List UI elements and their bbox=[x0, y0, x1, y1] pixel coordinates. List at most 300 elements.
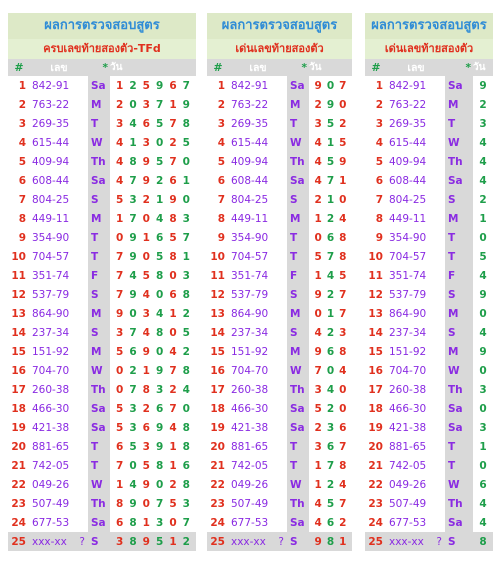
digit: 2 bbox=[182, 345, 190, 358]
table-row bbox=[207, 418, 352, 437]
row-value: 608-44 bbox=[389, 174, 427, 187]
row-digits bbox=[309, 494, 352, 513]
digit-group bbox=[110, 479, 196, 491]
row-digits bbox=[110, 361, 196, 380]
digit: 7 bbox=[326, 174, 335, 187]
table-row bbox=[8, 76, 196, 95]
digit: 3 bbox=[129, 193, 137, 206]
row-day: Sa bbox=[287, 171, 309, 190]
row-value: 421-38 bbox=[231, 421, 269, 434]
digit: 6 bbox=[169, 174, 177, 187]
row-number: 11 bbox=[11, 269, 26, 282]
row-digits bbox=[110, 342, 196, 361]
digit-group bbox=[309, 118, 352, 130]
row-number: 5 bbox=[217, 155, 225, 168]
row-number: 10 bbox=[11, 250, 26, 263]
row-value: 237-34 bbox=[32, 326, 70, 339]
digit: 2 bbox=[116, 98, 124, 111]
row-value: 615-44 bbox=[32, 136, 70, 149]
digit: 6 bbox=[326, 345, 335, 358]
row-day: W bbox=[287, 475, 309, 494]
digit: 5 bbox=[339, 136, 347, 149]
row-day: Sa bbox=[287, 513, 309, 532]
table-row bbox=[8, 247, 196, 266]
digit: 2 bbox=[326, 478, 335, 491]
digit: 3 bbox=[116, 326, 124, 339]
table-row bbox=[365, 456, 493, 475]
digit: 0 bbox=[142, 497, 150, 510]
table-row bbox=[365, 304, 493, 323]
digit: 6 bbox=[142, 117, 150, 130]
digit: 8 bbox=[182, 117, 190, 130]
row-number: 6 bbox=[18, 174, 26, 187]
digit: 9 bbox=[314, 79, 322, 92]
table-row bbox=[8, 380, 196, 399]
row-day: T bbox=[445, 228, 473, 247]
row-value bbox=[30, 532, 88, 551]
digit: 4 bbox=[314, 497, 322, 510]
table-header-row bbox=[207, 59, 352, 76]
row-value: 537-79 bbox=[32, 288, 70, 301]
row-number: 24 bbox=[11, 516, 26, 529]
row-value: 151-92 bbox=[389, 345, 427, 358]
row-digits: 8 bbox=[473, 532, 493, 551]
table-row bbox=[207, 247, 352, 266]
digit: 0 bbox=[116, 364, 124, 377]
row-number: 2 bbox=[18, 98, 26, 111]
digit-group bbox=[110, 80, 196, 92]
unknown-mark: ? bbox=[278, 535, 284, 548]
panel-tfd bbox=[8, 13, 196, 551]
row-digits bbox=[309, 171, 352, 190]
digit-group bbox=[309, 422, 352, 434]
row-day: T bbox=[287, 228, 309, 247]
table-row-pending bbox=[8, 532, 196, 551]
digit: 5 bbox=[155, 250, 164, 263]
panel-title: ผลการตรวจสอบสูตร bbox=[365, 13, 493, 39]
row-number: 24 bbox=[368, 516, 383, 529]
digit: 6 bbox=[116, 440, 124, 453]
row-digits: 4 bbox=[479, 174, 487, 187]
row-day: Sa bbox=[88, 399, 110, 418]
digit: 8 bbox=[155, 269, 164, 282]
digit: 0 bbox=[169, 269, 177, 282]
table-row bbox=[8, 437, 196, 456]
table-row bbox=[365, 475, 493, 494]
digit: 3 bbox=[142, 98, 150, 111]
row-digits bbox=[309, 76, 352, 95]
table-row bbox=[8, 152, 196, 171]
row-value: 804-25 bbox=[231, 193, 269, 206]
digit: 7 bbox=[129, 212, 137, 225]
table-row bbox=[365, 418, 493, 437]
digit: 9 bbox=[155, 440, 164, 453]
digit-group bbox=[110, 460, 196, 472]
digit: 0 bbox=[182, 402, 190, 415]
row-value: 742-05 bbox=[231, 459, 269, 472]
row-day: T bbox=[287, 456, 309, 475]
digit: 7 bbox=[169, 364, 177, 377]
digit: 2 bbox=[326, 212, 335, 225]
digit: 3 bbox=[326, 421, 335, 434]
digit-group bbox=[309, 251, 352, 263]
digit: 7 bbox=[116, 250, 124, 263]
row-value: 354-90 bbox=[231, 231, 269, 244]
row-day: M bbox=[287, 209, 309, 228]
table-row bbox=[207, 475, 352, 494]
table-row bbox=[365, 361, 493, 380]
digit: 0 bbox=[116, 231, 124, 244]
digit: 4 bbox=[142, 288, 150, 301]
digit: 6 bbox=[339, 421, 347, 434]
digit: 6 bbox=[169, 79, 177, 92]
digit: 1 bbox=[326, 193, 335, 206]
digit: 5 bbox=[169, 231, 177, 244]
digit: 9 bbox=[129, 288, 137, 301]
digit-group bbox=[309, 460, 352, 472]
digit: 2 bbox=[339, 516, 347, 529]
table-row bbox=[207, 437, 352, 456]
row-number: 10 bbox=[368, 250, 383, 263]
row-number: 24 bbox=[210, 516, 225, 529]
digit-group bbox=[309, 441, 352, 453]
row-digits: 4 bbox=[479, 326, 487, 339]
digit: 7 bbox=[169, 117, 177, 130]
row-value: 409-94 bbox=[389, 155, 427, 168]
digit: 7 bbox=[339, 497, 347, 510]
table-row bbox=[207, 399, 352, 418]
digit: 8 bbox=[169, 212, 177, 225]
table-row bbox=[365, 133, 493, 152]
row-day: T bbox=[287, 114, 309, 133]
digit: 1 bbox=[182, 174, 190, 187]
digit: 2 bbox=[142, 193, 150, 206]
panel-subtitle: เด่นเลขท้ายสองตัว bbox=[207, 39, 352, 59]
row-value: 507-49 bbox=[389, 497, 427, 510]
table-row bbox=[365, 513, 493, 532]
digit: 0 bbox=[155, 136, 164, 149]
row-number: 19 bbox=[368, 421, 383, 434]
row-day: Sa bbox=[287, 399, 309, 418]
row-day: M bbox=[287, 304, 309, 323]
row-day: Th bbox=[287, 152, 309, 171]
row-number: 2 bbox=[217, 98, 225, 111]
table-row bbox=[207, 190, 352, 209]
digit: 1 bbox=[182, 250, 190, 263]
digit: 1 bbox=[314, 269, 322, 282]
row-value: 864-90 bbox=[32, 307, 70, 320]
digit: 5 bbox=[142, 269, 150, 282]
row-digits bbox=[309, 418, 352, 437]
table-row bbox=[207, 323, 352, 342]
digit: 9 bbox=[155, 79, 164, 92]
digit: 7 bbox=[116, 288, 124, 301]
row-value: 864-90 bbox=[389, 307, 427, 320]
digit-group bbox=[110, 99, 196, 111]
digit: 9 bbox=[314, 345, 322, 358]
row-day: Th bbox=[445, 380, 473, 399]
row-day: Sa bbox=[287, 76, 309, 95]
table-row bbox=[207, 152, 352, 171]
row-number: 13 bbox=[11, 307, 26, 320]
table-row bbox=[8, 323, 196, 342]
digit: 6 bbox=[116, 516, 124, 529]
row-number: 6 bbox=[217, 174, 225, 187]
table-row bbox=[207, 342, 352, 361]
digit-group bbox=[110, 403, 196, 415]
digit: 0 bbox=[129, 307, 137, 320]
digit: 6 bbox=[326, 516, 335, 529]
row-digits: 4 bbox=[479, 497, 487, 510]
digit: 0 bbox=[155, 478, 164, 491]
row-day: S bbox=[88, 532, 110, 551]
digit-group bbox=[110, 422, 196, 434]
digit-group bbox=[110, 384, 196, 396]
row-number: 7 bbox=[375, 193, 383, 206]
digit-group bbox=[110, 498, 196, 510]
row-number: 20 bbox=[210, 440, 225, 453]
row-day: Sa bbox=[445, 171, 473, 190]
row-digits: 0 bbox=[479, 402, 487, 415]
table-header-row bbox=[8, 59, 196, 76]
digit: 8 bbox=[182, 421, 190, 434]
row-digits bbox=[309, 323, 352, 342]
digit: 6 bbox=[129, 345, 137, 358]
digit: 5 bbox=[182, 326, 190, 339]
row-number: 8 bbox=[375, 212, 383, 225]
row-day: Sa bbox=[445, 399, 473, 418]
digit: 0 bbox=[326, 364, 335, 377]
digit: 9 bbox=[155, 421, 164, 434]
row-digits: 4 bbox=[479, 136, 487, 149]
row-value: 763-22 bbox=[231, 98, 269, 111]
row-value: 537-79 bbox=[389, 288, 427, 301]
digit: 1 bbox=[169, 535, 177, 548]
table-row bbox=[207, 456, 352, 475]
digit: 8 bbox=[142, 383, 150, 396]
panel-dominant-1 bbox=[365, 13, 493, 551]
digit-group bbox=[110, 365, 196, 377]
row-digits bbox=[110, 76, 196, 95]
digit: 4 bbox=[339, 478, 347, 491]
row-digits: 1 bbox=[479, 212, 487, 225]
row-number: 16 bbox=[210, 364, 225, 377]
row-day: S bbox=[445, 323, 473, 342]
digit: 7 bbox=[169, 402, 177, 415]
row-value: 881-65 bbox=[231, 440, 269, 453]
row-digits bbox=[309, 190, 352, 209]
row-number: 4 bbox=[217, 136, 225, 149]
row-value: 704-70 bbox=[389, 364, 427, 377]
row-digits: 4 bbox=[479, 516, 487, 529]
digit: 2 bbox=[129, 364, 137, 377]
row-value: 615-44 bbox=[231, 136, 269, 149]
row-day: W bbox=[88, 361, 110, 380]
table-row bbox=[365, 209, 493, 228]
row-value: 704-70 bbox=[231, 364, 269, 377]
table-row bbox=[207, 266, 352, 285]
row-day: Sa bbox=[88, 418, 110, 437]
digit: 4 bbox=[129, 117, 137, 130]
digit: 2 bbox=[326, 326, 335, 339]
digit-group bbox=[309, 365, 352, 377]
table-row bbox=[207, 114, 352, 133]
row-value: 842-91 bbox=[389, 79, 427, 92]
row-day: M bbox=[287, 95, 309, 114]
row-digits bbox=[309, 456, 352, 475]
row-number: 15 bbox=[210, 345, 225, 358]
digit: 5 bbox=[155, 155, 164, 168]
digit: 1 bbox=[116, 478, 124, 491]
row-day: Sa bbox=[88, 513, 110, 532]
row-digits: 3 bbox=[479, 421, 487, 434]
digit: 2 bbox=[314, 193, 322, 206]
row-number: 7 bbox=[217, 193, 225, 206]
digit: 5 bbox=[326, 155, 335, 168]
row-digits bbox=[309, 437, 352, 456]
digit: 5 bbox=[116, 345, 124, 358]
row-value: 260-38 bbox=[231, 383, 269, 396]
row-day: Sa bbox=[287, 418, 309, 437]
digit-group bbox=[110, 137, 196, 149]
digit: 5 bbox=[314, 402, 322, 415]
digit: 0 bbox=[339, 193, 347, 206]
row-value: 704-57 bbox=[231, 250, 269, 263]
table-row bbox=[207, 494, 352, 513]
row-value: 354-90 bbox=[389, 231, 427, 244]
digit-group bbox=[309, 403, 352, 415]
header-day: วัน bbox=[473, 59, 493, 76]
digit: 9 bbox=[142, 155, 150, 168]
row-number: 11 bbox=[210, 269, 225, 282]
table-row bbox=[207, 304, 352, 323]
header-star: * bbox=[445, 59, 473, 76]
row-number: 3 bbox=[18, 117, 26, 130]
row-value: 409-94 bbox=[231, 155, 269, 168]
row-day: F bbox=[445, 266, 473, 285]
row-day: S bbox=[287, 532, 309, 551]
digit: 0 bbox=[116, 383, 124, 396]
row-digits: 3 bbox=[479, 117, 487, 130]
digit: 3 bbox=[182, 269, 190, 282]
digit: 3 bbox=[314, 440, 322, 453]
digit: 7 bbox=[326, 250, 335, 263]
row-digits bbox=[110, 228, 196, 247]
row-day: W bbox=[88, 475, 110, 494]
digit: 8 bbox=[155, 326, 164, 339]
row-number: 18 bbox=[210, 402, 225, 415]
row-digits bbox=[309, 475, 352, 494]
row-value: 677-53 bbox=[231, 516, 269, 529]
row-number: 3 bbox=[217, 117, 225, 130]
digit-group bbox=[110, 536, 196, 548]
row-day: S bbox=[88, 285, 110, 304]
row-value: 881-65 bbox=[389, 440, 427, 453]
digit: 7 bbox=[182, 231, 190, 244]
digit: 7 bbox=[129, 174, 137, 187]
digit: 9 bbox=[326, 98, 335, 111]
row-digits bbox=[309, 532, 352, 551]
row-day: S bbox=[445, 190, 473, 209]
digit: 4 bbox=[116, 155, 124, 168]
table-row bbox=[8, 456, 196, 475]
row-digits bbox=[110, 475, 196, 494]
row-number: 12 bbox=[11, 288, 26, 301]
row-digits bbox=[110, 247, 196, 266]
row-number: 23 bbox=[11, 497, 26, 510]
table-row bbox=[365, 380, 493, 399]
digit: 4 bbox=[155, 307, 164, 320]
digit: 1 bbox=[169, 440, 177, 453]
digit: 5 bbox=[326, 497, 335, 510]
digit-group bbox=[309, 289, 352, 301]
digit: 5 bbox=[142, 459, 150, 472]
row-digits bbox=[110, 532, 196, 551]
table-row bbox=[8, 418, 196, 437]
digit: 4 bbox=[314, 155, 322, 168]
digit: 2 bbox=[326, 288, 335, 301]
digit: 6 bbox=[182, 459, 190, 472]
digit: 9 bbox=[116, 307, 124, 320]
row-day: Sa bbox=[88, 76, 110, 95]
row-number: 21 bbox=[210, 459, 225, 472]
digit: 0 bbox=[142, 212, 150, 225]
digit: 0 bbox=[182, 155, 190, 168]
row-digits: 0 bbox=[479, 307, 487, 320]
row-value: 237-34 bbox=[389, 326, 427, 339]
row-day: W bbox=[287, 361, 309, 380]
digit: 6 bbox=[326, 440, 335, 453]
row-day: S bbox=[445, 532, 473, 551]
digit: 0 bbox=[142, 250, 150, 263]
table-row bbox=[365, 76, 493, 95]
digit: 4 bbox=[326, 383, 335, 396]
row-day: T bbox=[445, 437, 473, 456]
row-day: T bbox=[88, 228, 110, 247]
digit: 7 bbox=[155, 497, 164, 510]
row-digits bbox=[309, 209, 352, 228]
digit-group bbox=[309, 156, 352, 168]
row-number: 15 bbox=[368, 345, 383, 358]
row-value: 351-74 bbox=[32, 269, 70, 282]
row-value: 704-57 bbox=[32, 250, 70, 263]
digit-group bbox=[309, 517, 352, 529]
digit: 9 bbox=[142, 174, 150, 187]
row-day: W bbox=[88, 133, 110, 152]
digit: 2 bbox=[169, 136, 177, 149]
table-row bbox=[8, 114, 196, 133]
row-number: 18 bbox=[11, 402, 26, 415]
digit: 1 bbox=[339, 535, 347, 548]
row-value: 151-92 bbox=[231, 345, 269, 358]
digit: 6 bbox=[169, 288, 177, 301]
row-digits: 9 bbox=[479, 79, 487, 92]
digit-group bbox=[110, 441, 196, 453]
row-number: 13 bbox=[368, 307, 383, 320]
row-day: Th bbox=[445, 152, 473, 171]
row-day: T bbox=[88, 247, 110, 266]
row-number: 22 bbox=[210, 478, 225, 491]
header-value: เลข bbox=[30, 59, 88, 76]
row-day: T bbox=[445, 247, 473, 266]
digit: 2 bbox=[129, 79, 137, 92]
row-digits bbox=[110, 513, 196, 532]
digit: 0 bbox=[129, 459, 137, 472]
digit: 1 bbox=[314, 478, 322, 491]
panel-dominant-3 bbox=[207, 13, 352, 551]
digit: 4 bbox=[326, 269, 335, 282]
row-number: 19 bbox=[210, 421, 225, 434]
